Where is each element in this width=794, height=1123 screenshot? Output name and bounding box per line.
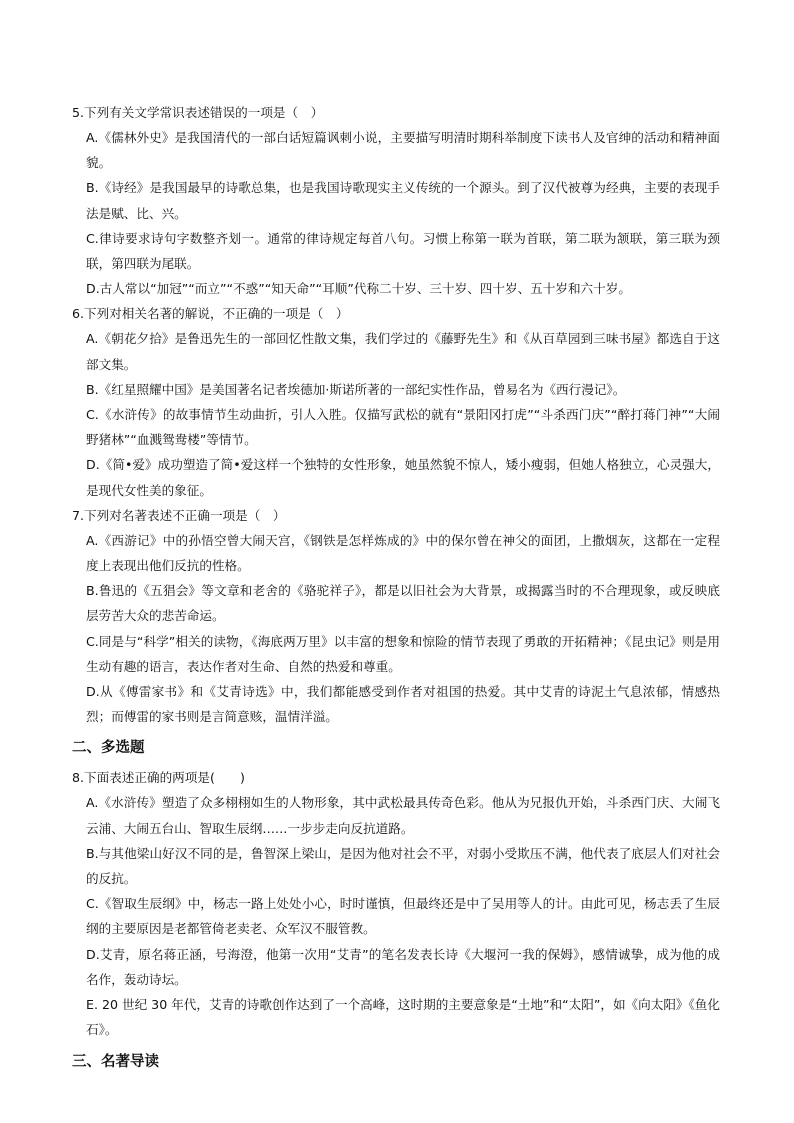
option-b: B.鲁迅的《五猖会》等文章和老舍的《骆驼祥子》，都是以旧社会为大背景，或揭露当时的不合理现象，或反映底层劳苦大众的悲苦命运。 — [86, 583, 720, 624]
option-d: D.从《傅雷家书》和《艾青诗选》中，我们都能感受到作者对祖国的热爱。其中艾青的诗泥土气息浓郁，情感热烈；而傅雷的家书则是言简意赅，温情洋溢。 — [86, 684, 720, 725]
question-8 — [72, 765, 720, 1042]
section-heading-multiple-choice: 二、多选题 — [72, 740, 145, 757]
option-b: B.《红星照耀中国》是美国著名记者埃德加·斯诺所著的一部纪实性作品，曾易名为《西行漫记》。 — [86, 381, 626, 397]
option-c: C.《智取生辰纲》中，杨志一路上处处小心，时时谨慎，但最终还是中了吴用等人的计。由此可见，杨志丢了生辰纲的主要原因是老都管倚老卖老、众军汉不服管教。 — [86, 896, 720, 937]
option-a: A.《儒林外史》是我国清代的一部白话短篇讽刺小说，主要描写明清时期科举制度下读书人及官绅的活动和精神面貌。 — [86, 130, 720, 171]
question-6 — [72, 301, 720, 502]
question-5 — [72, 100, 720, 301]
option-d: D.《简•爱》成功塑造了简•爱这样一个独特的女性形象，她虽然貌不惊人，矮小瘦弱，但她人格独立，心灵强大，是现代女性美的象征。 — [86, 457, 720, 498]
question-stem: 8.下面表述正确的两项是( ) — [72, 770, 245, 786]
option-a: A.《西游记》中的孙悟空曾大闹天宫，《钢铁是怎样炼成的》中的保尔曾在神父的面团，上撒烟灰，这都在一定程度上表现出他们反抗的性格。 — [86, 532, 720, 574]
question-stem: 6.下列对相关名著的解说，不正确的一项是（ ） — [72, 306, 349, 322]
question-7 — [72, 503, 720, 730]
option-b: B.与其他梁山好汉不同的是，鲁智深上梁山，是因为他对社会不平，对弱小受欺压不满，他代表了底层人们对社会的反抗。 — [86, 845, 720, 887]
option-d: D.艾青，原名蒋正涵，号海澄，他第一次用“艾青”的笔名发表长诗《大堰河一我的保姆》，感情诚挚，成为他的成名作，轰动诗坛。 — [86, 946, 720, 987]
option-b: B.《诗经》是我国最早的诗歌总集，也是我国诗歌现实主义传统的一个源头。到了汉代被尊为经典，主要的表现手法是赋、比、兴。 — [86, 180, 720, 221]
option-c: C.同是与“科学”相关的读物，《海底两万里》以丰富的想象和惊险的情节表现了勇敢的开拓精神；《昆虫记》则是用生动有趣的语言，表达作者对生命、自然的热爱和尊重。 — [86, 633, 720, 674]
option-a: A.《朝花夕拾》是鲁迅先生的一部回忆性散文集，我们学过的《藤野先生》和《从百草园到三味书屋》都选自于这部文集。 — [86, 331, 720, 372]
option-c: C.《水浒传》的故事情节生动曲折，引人入胜。仅描写武松的就有“景阳冈打虎”“斗杀西门庆”“醉打蒋门神”“大闹野猪林”“血溅鸳鸯楼”等情节。 — [86, 407, 720, 448]
document-content — [72, 100, 720, 1079]
option-a: A.《水浒传》塑造了众多栩栩如生的人物形象，其中武松最具传奇色彩。他从为兄报仇开始，斗杀西门庆、大闹飞云浦、大闹五台山、智取生辰纲……一步步走向反抗道路。 — [86, 795, 720, 836]
section-heading-reading-guide: 三、名著导读 — [72, 1053, 159, 1070]
question-stem: 5.下列有关文学常识表述错误的一项是（ ） — [72, 105, 324, 120]
question-stem: 7.下列对名著表述不正确一项是（ ） — [72, 507, 286, 523]
option-c: C.律诗要求诗句字数整齐划一。通常的律诗规定每首八句。习惯上称第一联为首联，第二联为颔联，第三联为颈联，第四联为尾联。 — [86, 230, 720, 272]
option-e: E. 20 世纪 30 年代，艾青的诗歌创作达到了一个高峰，这时期的主要意象是“土地”和“太阳”，如《向太阳》《鱼化石》。 — [86, 997, 720, 1038]
option-d: D.古人常以“加冠”“而立”“不惑”“知天命”“耳顺”代称二十岁、三十岁、四十岁、五十岁和六十岁。 — [86, 281, 631, 297]
